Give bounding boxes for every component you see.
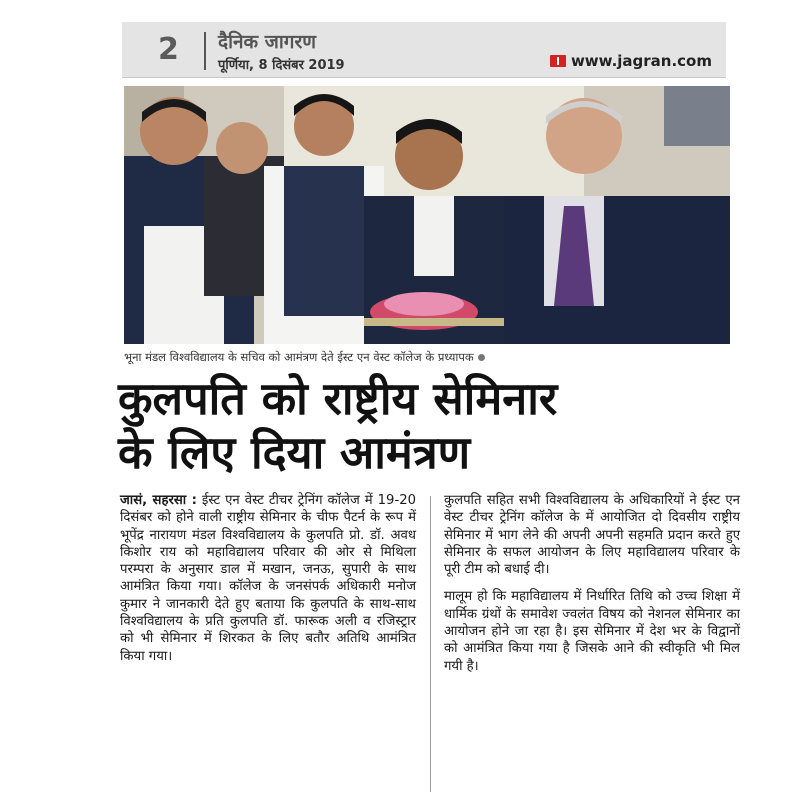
jagran-logo-icon xyxy=(550,55,566,67)
headline-line-1: कुलपति को राष्ट्रीय सेमिनार xyxy=(118,372,558,425)
headline-line-2: के लिए दिया आमंत्रण xyxy=(118,426,471,479)
article-column-left xyxy=(120,492,416,675)
article-paragraph: कुलपति सहित सभी विश्वविद्यालय के अधिकारियों ने ईस्ट एन वेस्ट टीचर ट्रेनिंग कॉलेज के में आयोजित दो दिवसीय राष्ट्रीय सेमिनार में भाग लेने की अपनी अपनी सहमति प्रदान करते हुए सेमिनार के सफल आयोजन के लिए महाविद्यालय परिवार के पूरी टीम को बधाई दी। xyxy=(444,493,740,578)
article-paragraph: मालूम हो कि महाविद्यालय में निर्धारित तिथि को उच्च शिक्षा में धार्मिक ग्रंथों के समावेश ज्वलंत विषय को नेशनल सेमिनार का आयोजन होने जा रहा है। इस सेमिनार में देश भर के विद्वानों को आमंत्रित किया गया है जिसके आने की स्वीकृति भी मिल गयी है। xyxy=(444,589,740,674)
newspaper-name: दैनिक जागरण xyxy=(218,31,316,53)
article-paragraph xyxy=(120,492,416,665)
article-dateline: जासं, सहरसा : xyxy=(120,493,197,508)
caption-text: भूना मंडल विश्वविद्यालय के सचिव को आमंत्रण देते ईस्ट एन वेस्ट कॉलेज के प्रध्यापक xyxy=(124,350,474,364)
article-column-right xyxy=(444,492,740,685)
site-logo xyxy=(550,52,712,70)
news-photo xyxy=(124,86,730,344)
site-url: www.jagran.com xyxy=(570,52,712,70)
masthead-divider xyxy=(204,32,206,70)
column-divider xyxy=(430,496,431,792)
photo-of-five-men-presenting-invitation-icon xyxy=(124,86,730,344)
masthead xyxy=(122,22,726,78)
edition-dateline: पूर्णिया, 8 दिसंबर 2019 xyxy=(218,58,345,73)
article-text: ईस्ट एन वेस्ट टीचर ट्रेनिंग कॉलेज में 19-20 दिसंबर को होने वाली राष्ट्रीय सेमिनार के चीफ पैटर्न के रूप में भूपेंद्र नारायण मंडल विश्वविद्यालय के कुलपति प्रो. डॉ. अवध किशोर राय को महाविद्यालय परिवार की ओर से मिथिला परम्परा के अनुसार डाल में मखान, जनऊ, सुपारी के साथ आमंत्रित किया गया। कॉलेज के जनसंपर्क अधिकारी मनोज कुमार ने जानकारी देते हुए बताया कि कुलपति के साथ-साथ विश्वविद्यालय के प्रति कुलपति डॉ. फारूक अली व रजिस्ट्रार को भी सेमिनार में शिरकत के लिए बतौर अतिथि आमंत्रित किया गया। xyxy=(120,493,416,664)
photo-caption xyxy=(124,350,734,365)
page-number: 2 xyxy=(158,32,179,67)
headline xyxy=(118,372,738,480)
bullet-dot-icon xyxy=(478,354,485,361)
